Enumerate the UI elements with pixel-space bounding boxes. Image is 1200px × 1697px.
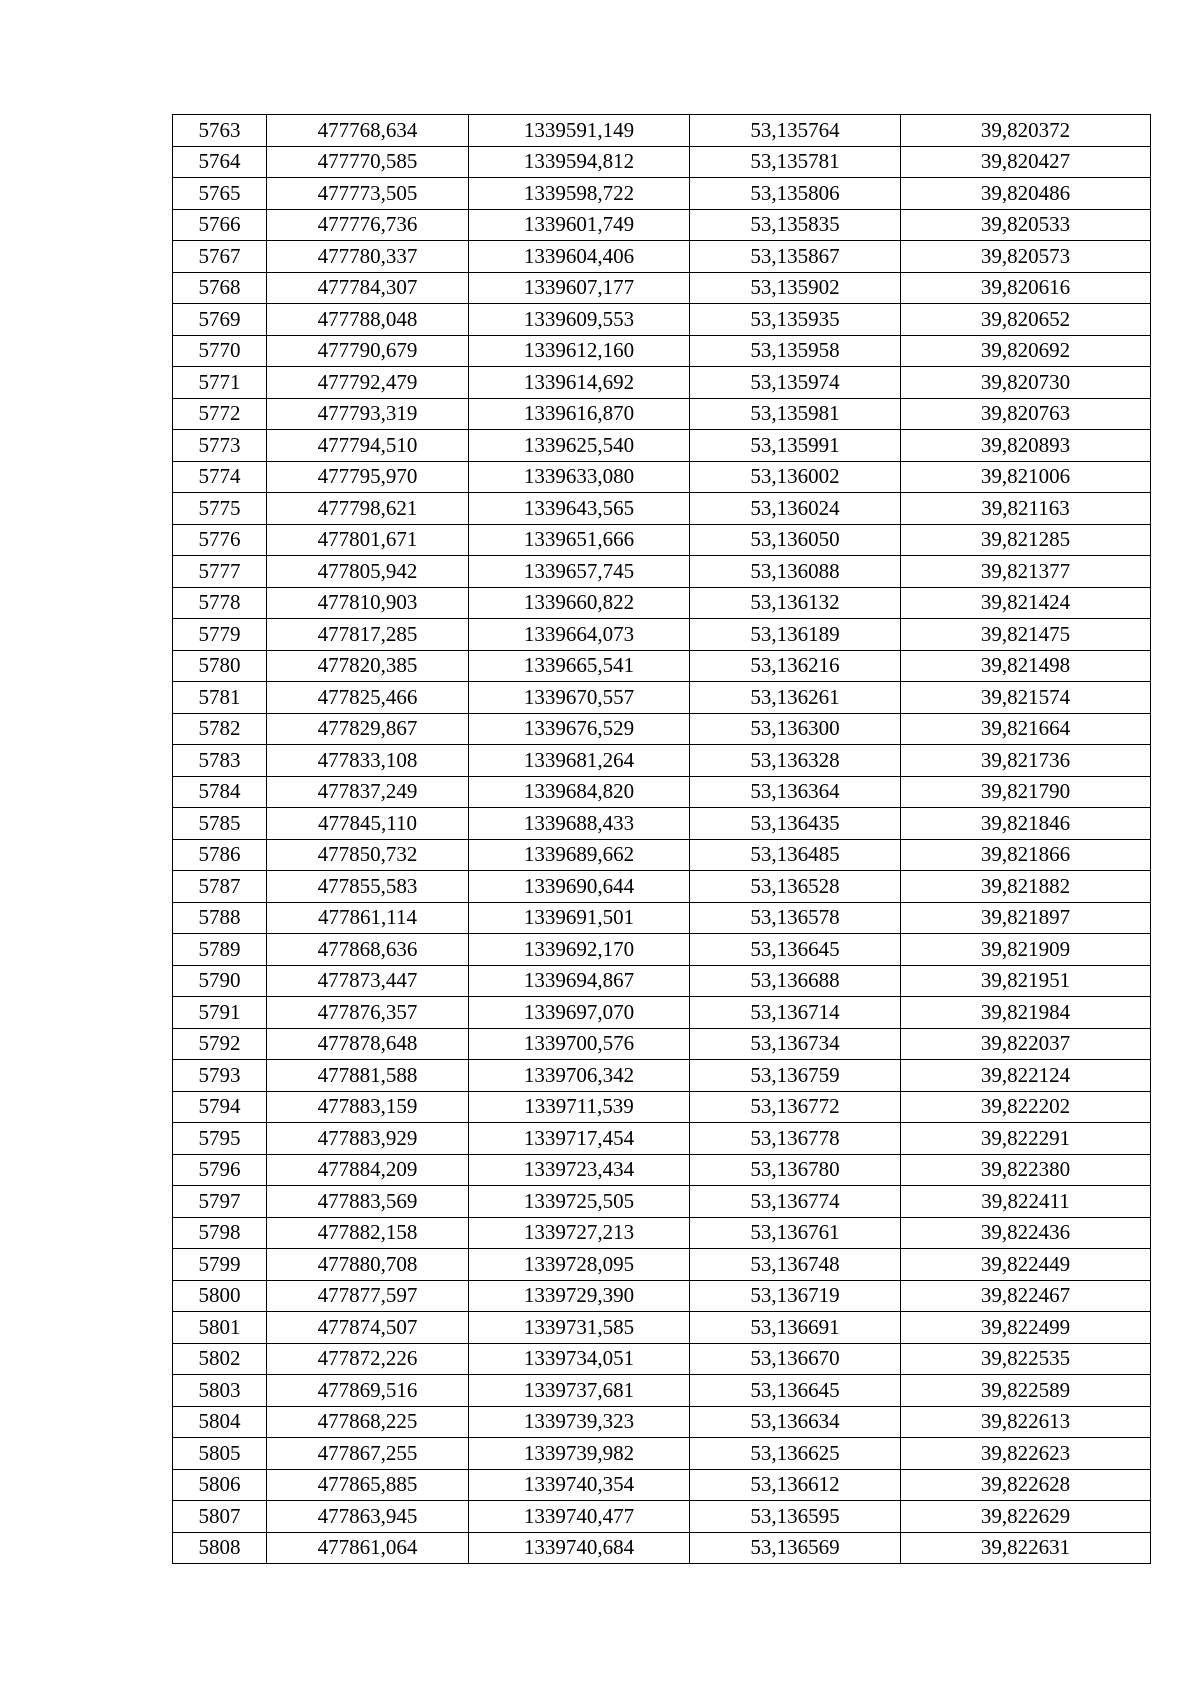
point-number-cell: 5808 (173, 1532, 267, 1564)
longitude-cell: 39,821736 (901, 745, 1151, 777)
y-coordinate-cell: 1339625,540 (469, 430, 690, 462)
point-number-cell: 5782 (173, 713, 267, 745)
y-coordinate-cell: 1339690,644 (469, 871, 690, 903)
point-number-cell: 5793 (173, 1060, 267, 1092)
y-coordinate-cell: 1339676,529 (469, 713, 690, 745)
point-number-cell: 5806 (173, 1469, 267, 1501)
longitude-cell: 39,821951 (901, 965, 1151, 997)
point-number-cell: 5767 (173, 241, 267, 273)
point-number-cell: 5764 (173, 146, 267, 178)
y-coordinate-cell: 1339729,390 (469, 1280, 690, 1312)
y-coordinate-cell: 1339692,170 (469, 934, 690, 966)
longitude-cell: 39,822037 (901, 1028, 1151, 1060)
table-row (173, 1280, 1151, 1312)
y-coordinate-cell: 1339688,433 (469, 808, 690, 840)
longitude-cell: 39,821285 (901, 524, 1151, 556)
y-coordinate-cell: 1339657,745 (469, 556, 690, 588)
x-coordinate-cell: 477861,064 (267, 1532, 469, 1564)
point-number-cell: 5781 (173, 682, 267, 714)
x-coordinate-cell: 477861,114 (267, 902, 469, 934)
table-row (173, 1406, 1151, 1438)
y-coordinate-cell: 1339684,820 (469, 776, 690, 808)
x-coordinate-cell: 477868,636 (267, 934, 469, 966)
longitude-cell: 39,822411 (901, 1186, 1151, 1218)
point-number-cell: 5802 (173, 1343, 267, 1375)
longitude-cell: 39,820427 (901, 146, 1151, 178)
longitude-cell: 39,821006 (901, 461, 1151, 493)
point-number-cell: 5777 (173, 556, 267, 588)
y-coordinate-cell: 1339737,681 (469, 1375, 690, 1407)
latitude-cell: 53,136328 (690, 745, 901, 777)
table-row (173, 272, 1151, 304)
x-coordinate-cell: 477884,209 (267, 1154, 469, 1186)
longitude-cell: 39,820486 (901, 178, 1151, 210)
latitude-cell: 53,136569 (690, 1532, 901, 1564)
table-row (173, 335, 1151, 367)
table-row (173, 997, 1151, 1029)
x-coordinate-cell: 477798,621 (267, 493, 469, 525)
latitude-cell: 53,136734 (690, 1028, 901, 1060)
longitude-cell: 39,821574 (901, 682, 1151, 714)
longitude-cell: 39,821163 (901, 493, 1151, 525)
y-coordinate-cell: 1339740,684 (469, 1532, 690, 1564)
y-coordinate-cell: 1339614,692 (469, 367, 690, 399)
table-row (173, 1217, 1151, 1249)
latitude-cell: 53,135835 (690, 209, 901, 241)
table-row (173, 619, 1151, 651)
longitude-cell: 39,821984 (901, 997, 1151, 1029)
longitude-cell: 39,822613 (901, 1406, 1151, 1438)
table-row (173, 745, 1151, 777)
latitude-cell: 53,136050 (690, 524, 901, 556)
longitude-cell: 39,821377 (901, 556, 1151, 588)
table-row (173, 1375, 1151, 1407)
table-row (173, 871, 1151, 903)
point-number-cell: 5771 (173, 367, 267, 399)
latitude-cell: 53,136132 (690, 587, 901, 619)
point-number-cell: 5794 (173, 1091, 267, 1123)
point-number-cell: 5800 (173, 1280, 267, 1312)
y-coordinate-cell: 1339633,080 (469, 461, 690, 493)
longitude-cell: 39,821790 (901, 776, 1151, 808)
longitude-cell: 39,822291 (901, 1123, 1151, 1155)
x-coordinate-cell: 477883,929 (267, 1123, 469, 1155)
latitude-cell: 53,136612 (690, 1469, 901, 1501)
longitude-cell: 39,822628 (901, 1469, 1151, 1501)
y-coordinate-cell: 1339728,095 (469, 1249, 690, 1281)
latitude-cell: 53,135781 (690, 146, 901, 178)
latitude-cell: 53,136772 (690, 1091, 901, 1123)
point-number-cell: 5786 (173, 839, 267, 871)
x-coordinate-cell: 477795,970 (267, 461, 469, 493)
table-row (173, 1532, 1151, 1564)
y-coordinate-cell: 1339601,749 (469, 209, 690, 241)
table-row (173, 965, 1151, 997)
longitude-cell: 39,821475 (901, 619, 1151, 651)
latitude-cell: 53,136761 (690, 1217, 901, 1249)
latitude-cell: 53,136002 (690, 461, 901, 493)
x-coordinate-cell: 477874,507 (267, 1312, 469, 1344)
y-coordinate-cell: 1339660,822 (469, 587, 690, 619)
longitude-cell: 39,821866 (901, 839, 1151, 871)
latitude-cell: 53,136625 (690, 1438, 901, 1470)
table-row (173, 713, 1151, 745)
y-coordinate-cell: 1339739,982 (469, 1438, 690, 1470)
longitude-cell: 39,822629 (901, 1501, 1151, 1533)
latitude-cell: 53,136780 (690, 1154, 901, 1186)
y-coordinate-cell: 1339739,323 (469, 1406, 690, 1438)
x-coordinate-cell: 477792,479 (267, 367, 469, 399)
longitude-cell: 39,820692 (901, 335, 1151, 367)
y-coordinate-cell: 1339689,662 (469, 839, 690, 871)
y-coordinate-cell: 1339706,342 (469, 1060, 690, 1092)
table-row (173, 1312, 1151, 1344)
x-coordinate-cell: 477810,903 (267, 587, 469, 619)
latitude-cell: 53,136645 (690, 1375, 901, 1407)
table-row (173, 1501, 1151, 1533)
point-number-cell: 5792 (173, 1028, 267, 1060)
longitude-cell: 39,820730 (901, 367, 1151, 399)
table-row (173, 146, 1151, 178)
point-number-cell: 5787 (173, 871, 267, 903)
y-coordinate-cell: 1339700,576 (469, 1028, 690, 1060)
x-coordinate-cell: 477883,159 (267, 1091, 469, 1123)
x-coordinate-cell: 477833,108 (267, 745, 469, 777)
table-row (173, 524, 1151, 556)
x-coordinate-cell: 477850,732 (267, 839, 469, 871)
table-row (173, 1060, 1151, 1092)
table-row (173, 1091, 1151, 1123)
y-coordinate-cell: 1339607,177 (469, 272, 690, 304)
y-coordinate-cell: 1339616,870 (469, 398, 690, 430)
table-row (173, 1343, 1151, 1375)
latitude-cell: 53,136748 (690, 1249, 901, 1281)
point-number-cell: 5775 (173, 493, 267, 525)
point-number-cell: 5779 (173, 619, 267, 651)
y-coordinate-cell: 1339651,666 (469, 524, 690, 556)
x-coordinate-cell: 477780,337 (267, 241, 469, 273)
y-coordinate-cell: 1339604,406 (469, 241, 690, 273)
longitude-cell: 39,820893 (901, 430, 1151, 462)
table-row (173, 367, 1151, 399)
y-coordinate-cell: 1339643,565 (469, 493, 690, 525)
table-row (173, 839, 1151, 871)
longitude-cell: 39,822124 (901, 1060, 1151, 1092)
x-coordinate-cell: 477863,945 (267, 1501, 469, 1533)
point-number-cell: 5796 (173, 1154, 267, 1186)
x-coordinate-cell: 477880,708 (267, 1249, 469, 1281)
latitude-cell: 53,136778 (690, 1123, 901, 1155)
latitude-cell: 53,136088 (690, 556, 901, 588)
point-number-cell: 5770 (173, 335, 267, 367)
table-row (173, 1154, 1151, 1186)
point-number-cell: 5773 (173, 430, 267, 462)
longitude-cell: 39,820652 (901, 304, 1151, 336)
point-number-cell: 5799 (173, 1249, 267, 1281)
table-row (173, 682, 1151, 714)
longitude-cell: 39,822499 (901, 1312, 1151, 1344)
x-coordinate-cell: 477790,679 (267, 335, 469, 367)
y-coordinate-cell: 1339711,539 (469, 1091, 690, 1123)
coordinate-table (172, 114, 1151, 1564)
latitude-cell: 53,136485 (690, 839, 901, 871)
table-row (173, 650, 1151, 682)
longitude-cell: 39,821664 (901, 713, 1151, 745)
y-coordinate-cell: 1339725,505 (469, 1186, 690, 1218)
longitude-cell: 39,822380 (901, 1154, 1151, 1186)
point-number-cell: 5772 (173, 398, 267, 430)
y-coordinate-cell: 1339594,812 (469, 146, 690, 178)
table-row (173, 493, 1151, 525)
x-coordinate-cell: 477817,285 (267, 619, 469, 651)
latitude-cell: 53,136670 (690, 1343, 901, 1375)
longitude-cell: 39,821909 (901, 934, 1151, 966)
point-number-cell: 5798 (173, 1217, 267, 1249)
latitude-cell: 53,135981 (690, 398, 901, 430)
longitude-cell: 39,822631 (901, 1532, 1151, 1564)
longitude-cell: 39,822449 (901, 1249, 1151, 1281)
x-coordinate-cell: 477801,671 (267, 524, 469, 556)
point-number-cell: 5780 (173, 650, 267, 682)
table-row (173, 1028, 1151, 1060)
point-number-cell: 5803 (173, 1375, 267, 1407)
point-number-cell: 5791 (173, 997, 267, 1029)
latitude-cell: 53,136691 (690, 1312, 901, 1344)
point-number-cell: 5790 (173, 965, 267, 997)
latitude-cell: 53,135935 (690, 304, 901, 336)
latitude-cell: 53,136714 (690, 997, 901, 1029)
latitude-cell: 53,136300 (690, 713, 901, 745)
y-coordinate-cell: 1339731,585 (469, 1312, 690, 1344)
table-row (173, 1123, 1151, 1155)
x-coordinate-cell: 477776,736 (267, 209, 469, 241)
table-row (173, 902, 1151, 934)
longitude-cell: 39,822589 (901, 1375, 1151, 1407)
y-coordinate-cell: 1339740,477 (469, 1501, 690, 1533)
table-row (173, 241, 1151, 273)
x-coordinate-cell: 477825,466 (267, 682, 469, 714)
x-coordinate-cell: 477829,867 (267, 713, 469, 745)
latitude-cell: 53,136435 (690, 808, 901, 840)
x-coordinate-cell: 477869,516 (267, 1375, 469, 1407)
table-row (173, 115, 1151, 147)
y-coordinate-cell: 1339598,722 (469, 178, 690, 210)
point-number-cell: 5784 (173, 776, 267, 808)
x-coordinate-cell: 477788,048 (267, 304, 469, 336)
point-number-cell: 5801 (173, 1312, 267, 1344)
table-row (173, 209, 1151, 241)
latitude-cell: 53,135806 (690, 178, 901, 210)
latitude-cell: 53,135974 (690, 367, 901, 399)
x-coordinate-cell: 477872,226 (267, 1343, 469, 1375)
longitude-cell: 39,822623 (901, 1438, 1151, 1470)
longitude-cell: 39,822535 (901, 1343, 1151, 1375)
point-number-cell: 5804 (173, 1406, 267, 1438)
y-coordinate-cell: 1339734,051 (469, 1343, 690, 1375)
latitude-cell: 53,136261 (690, 682, 901, 714)
latitude-cell: 53,136216 (690, 650, 901, 682)
table-row (173, 934, 1151, 966)
longitude-cell: 39,820372 (901, 115, 1151, 147)
x-coordinate-cell: 477873,447 (267, 965, 469, 997)
latitude-cell: 53,136719 (690, 1280, 901, 1312)
point-number-cell: 5768 (173, 272, 267, 304)
x-coordinate-cell: 477867,255 (267, 1438, 469, 1470)
x-coordinate-cell: 477883,569 (267, 1186, 469, 1218)
x-coordinate-cell: 477773,505 (267, 178, 469, 210)
x-coordinate-cell: 477837,249 (267, 776, 469, 808)
latitude-cell: 53,136634 (690, 1406, 901, 1438)
longitude-cell: 39,822467 (901, 1280, 1151, 1312)
y-coordinate-cell: 1339717,454 (469, 1123, 690, 1155)
table-row (173, 808, 1151, 840)
x-coordinate-cell: 477877,597 (267, 1280, 469, 1312)
latitude-cell: 53,136645 (690, 934, 901, 966)
point-number-cell: 5795 (173, 1123, 267, 1155)
longitude-cell: 39,821846 (901, 808, 1151, 840)
y-coordinate-cell: 1339694,867 (469, 965, 690, 997)
y-coordinate-cell: 1339664,073 (469, 619, 690, 651)
point-number-cell: 5763 (173, 115, 267, 147)
y-coordinate-cell: 1339681,264 (469, 745, 690, 777)
table-row (173, 1469, 1151, 1501)
x-coordinate-cell: 477768,634 (267, 115, 469, 147)
table-row (173, 178, 1151, 210)
point-number-cell: 5789 (173, 934, 267, 966)
latitude-cell: 53,136364 (690, 776, 901, 808)
x-coordinate-cell: 477881,588 (267, 1060, 469, 1092)
longitude-cell: 39,821882 (901, 871, 1151, 903)
latitude-cell: 53,136774 (690, 1186, 901, 1218)
table-row (173, 1438, 1151, 1470)
table-row (173, 1249, 1151, 1281)
y-coordinate-cell: 1339723,434 (469, 1154, 690, 1186)
point-number-cell: 5785 (173, 808, 267, 840)
x-coordinate-cell: 477878,648 (267, 1028, 469, 1060)
latitude-cell: 53,135902 (690, 272, 901, 304)
x-coordinate-cell: 477805,942 (267, 556, 469, 588)
x-coordinate-cell: 477793,319 (267, 398, 469, 430)
point-number-cell: 5774 (173, 461, 267, 493)
y-coordinate-cell: 1339727,213 (469, 1217, 690, 1249)
x-coordinate-cell: 477820,385 (267, 650, 469, 682)
table-row (173, 776, 1151, 808)
latitude-cell: 53,135958 (690, 335, 901, 367)
latitude-cell: 53,136688 (690, 965, 901, 997)
latitude-cell: 53,136024 (690, 493, 901, 525)
x-coordinate-cell: 477770,585 (267, 146, 469, 178)
table-row (173, 461, 1151, 493)
y-coordinate-cell: 1339591,149 (469, 115, 690, 147)
y-coordinate-cell: 1339609,553 (469, 304, 690, 336)
longitude-cell: 39,820616 (901, 272, 1151, 304)
latitude-cell: 53,136578 (690, 902, 901, 934)
latitude-cell: 53,135867 (690, 241, 901, 273)
longitude-cell: 39,821424 (901, 587, 1151, 619)
x-coordinate-cell: 477865,885 (267, 1469, 469, 1501)
latitude-cell: 53,136189 (690, 619, 901, 651)
point-number-cell: 5766 (173, 209, 267, 241)
y-coordinate-cell: 1339670,557 (469, 682, 690, 714)
y-coordinate-cell: 1339697,070 (469, 997, 690, 1029)
point-number-cell: 5783 (173, 745, 267, 777)
y-coordinate-cell: 1339665,541 (469, 650, 690, 682)
y-coordinate-cell: 1339740,354 (469, 1469, 690, 1501)
table-row (173, 1186, 1151, 1218)
latitude-cell: 53,136595 (690, 1501, 901, 1533)
table-row (173, 587, 1151, 619)
point-number-cell: 5769 (173, 304, 267, 336)
longitude-cell: 39,820533 (901, 209, 1151, 241)
y-coordinate-cell: 1339691,501 (469, 902, 690, 934)
point-number-cell: 5805 (173, 1438, 267, 1470)
point-number-cell: 5797 (173, 1186, 267, 1218)
table-row (173, 304, 1151, 336)
x-coordinate-cell: 477855,583 (267, 871, 469, 903)
coordinate-table-body (173, 115, 1151, 1564)
longitude-cell: 39,821498 (901, 650, 1151, 682)
latitude-cell: 53,135991 (690, 430, 901, 462)
longitude-cell: 39,820573 (901, 241, 1151, 273)
longitude-cell: 39,822436 (901, 1217, 1151, 1249)
point-number-cell: 5778 (173, 587, 267, 619)
x-coordinate-cell: 477876,357 (267, 997, 469, 1029)
y-coordinate-cell: 1339612,160 (469, 335, 690, 367)
table-row (173, 398, 1151, 430)
table-row (173, 430, 1151, 462)
latitude-cell: 53,136759 (690, 1060, 901, 1092)
longitude-cell: 39,821897 (901, 902, 1151, 934)
table-row (173, 556, 1151, 588)
longitude-cell: 39,820763 (901, 398, 1151, 430)
x-coordinate-cell: 477882,158 (267, 1217, 469, 1249)
x-coordinate-cell: 477794,510 (267, 430, 469, 462)
latitude-cell: 53,136528 (690, 871, 901, 903)
longitude-cell: 39,822202 (901, 1091, 1151, 1123)
point-number-cell: 5765 (173, 178, 267, 210)
point-number-cell: 5776 (173, 524, 267, 556)
latitude-cell: 53,135764 (690, 115, 901, 147)
x-coordinate-cell: 477784,307 (267, 272, 469, 304)
point-number-cell: 5788 (173, 902, 267, 934)
x-coordinate-cell: 477845,110 (267, 808, 469, 840)
point-number-cell: 5807 (173, 1501, 267, 1533)
x-coordinate-cell: 477868,225 (267, 1406, 469, 1438)
